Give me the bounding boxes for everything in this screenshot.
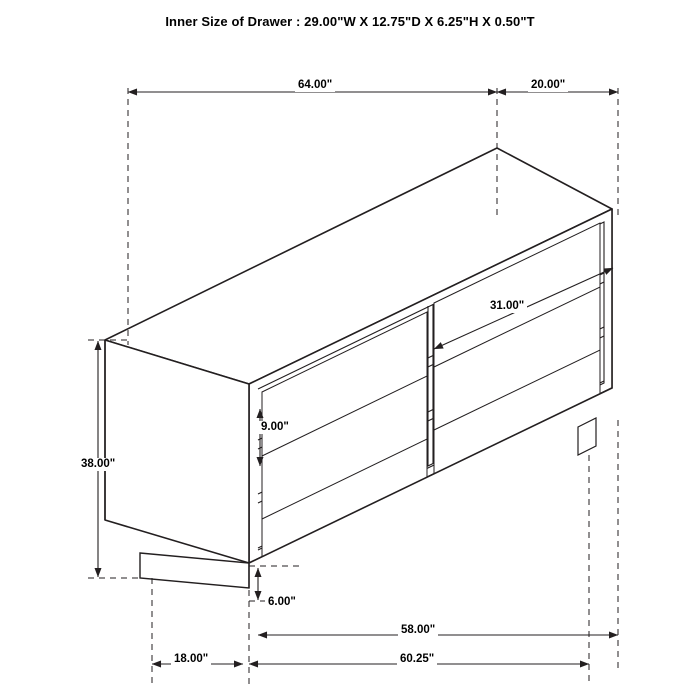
- dresser-body: [105, 148, 612, 600]
- dim-label-38: 38.00": [78, 458, 118, 471]
- dim-label-9: 9.00": [258, 421, 292, 434]
- page-title: Inner Size of Drawer : 29.00"W X 12.75"D X 6.25"H X 0.50"T: [165, 14, 535, 29]
- dim-label-31: 31.00": [487, 300, 527, 313]
- dim-label-64: 64.00": [295, 79, 335, 92]
- dim-label-18: 18.00": [171, 653, 211, 666]
- dim-label-58: 58.00": [398, 624, 438, 637]
- dim-label-6: 6.00": [265, 596, 299, 609]
- dim-label-20: 20.00": [528, 79, 568, 92]
- dim-label-6025: 60.25": [397, 653, 437, 666]
